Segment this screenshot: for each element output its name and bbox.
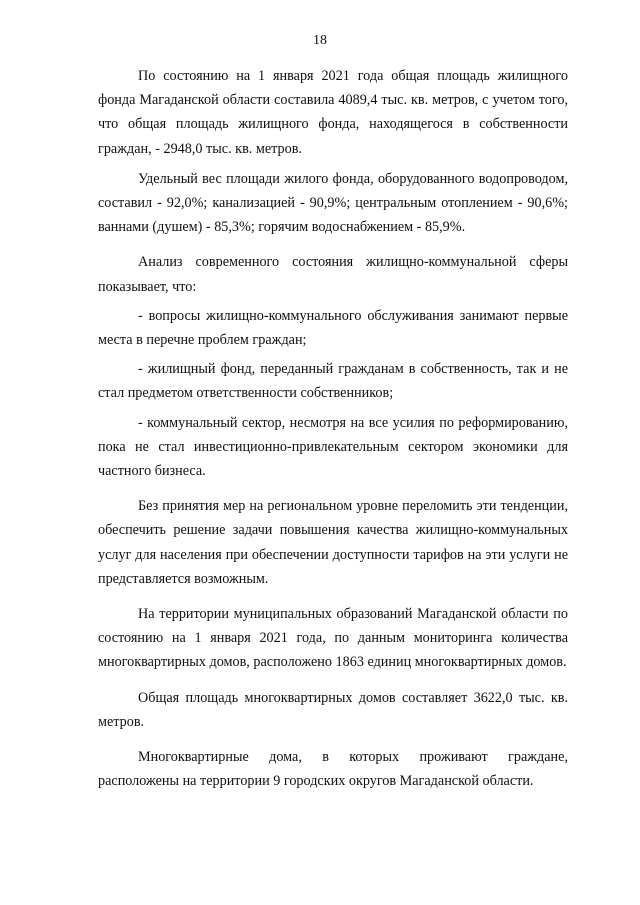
page-number: 18 [313,33,327,48]
paragraph-regional-measures: Без принятия мер на региональном уровне переломить эти тенденции, обеспечить решение задачи повышения качества жилищно-коммунальных услуг для населения при обеспечении доступности тарифов на эти услуги не представляется возможным. [98,498,568,587]
page-body [98,64,568,793]
list-item-service-issues: - вопросы жилищно-коммунального обслуживания занимают первые места в перечне проблем граждан; [98,307,568,349]
paragraph-utilities-share: Удельный вес площади жилого фонда, оборудованного водопроводом, составил - 92,0%; канализацией - 90,9%; центральным отоплением - 90,6%; ваннами (душем) - 85,3%; горячим водоснабжением - 85,9%. [98,170,568,236]
paragraph-urban-districts: Многоквартирные дома, в которых проживают граждане, расположены на территории 9 городских округов Магаданской области. [98,749,568,790]
paragraph-apartment-buildings-count: На территории муниципальных образований Магаданской области по состоянию на 1 января 2021 года, по данным мониторинга количества многоквартирных домов, расположено 1863 единиц многоквартирных домов. [98,606,568,671]
paragraph-housing-area: По состоянию на 1 января 2021 года общая площадь жилищного фонда Магаданской области составила 4089,4 тыс. кв. метров, с учетом того, что общая площадь жилищного фонда, находящегося в собственности граждан, - 2948,0 тыс. кв. метров. [98,68,568,157]
paragraph-analysis-intro: Анализ современного состояния жилищно-коммунальной сферы показывает, что: [98,254,568,295]
list-item-communal-sector: - коммунальный сектор, несмотря на все усилия по реформированию, пока не стал инвестиционно-привлекательным сектором экономики для частного бизнеса. [98,414,568,480]
paragraph-apartment-buildings-area: Общая площадь многоквартирных домов составляет 3622,0 тыс. кв. метров. [98,689,568,730]
list-item-housing-responsibility: - жилищный фонд, переданный гражданам в собственность, так и не стал предметом ответственности собственников; [98,361,568,402]
